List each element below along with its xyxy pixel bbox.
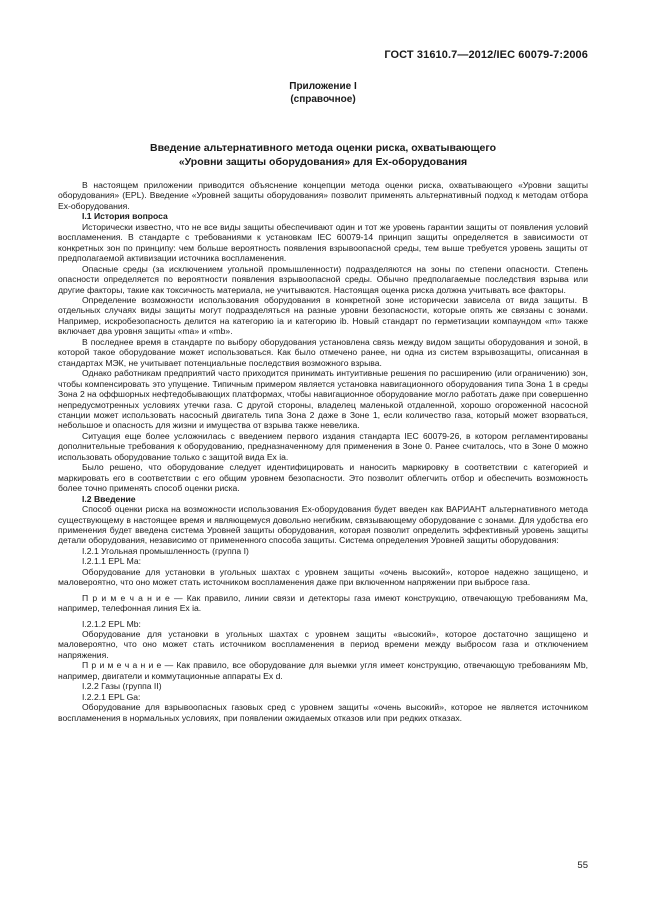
page-number: 55 — [577, 860, 588, 871]
paragraph: Опасные среды (за исключением угольной промышленности) подразделяются на зоны по степени опасности. Степень опасности определяется по вероятности появления взрывоопасной среды. Обычно предполагаемые последствия взрыва или другие факторы, такие как токсичность материала, не учитываются. Настоящая оценка риска должна учитывать все факторы. — [58, 263, 588, 295]
subsection-heading: I.2.2.1 EPL Ga: — [82, 691, 141, 702]
paragraph-intro: В настоящем приложении приводится объяснение концепции метода оценки риска, охватывающего «Уровни защиты оборудования» (EPL). Введение «Уровней защиты оборудования» позволит применять альтернативный подход к методам отбора Ех-оборудования. — [58, 180, 588, 211]
appendix-label: Приложение I — [289, 81, 357, 92]
subsection-heading: I.2.1 Угольная промышленность (группа I) — [82, 545, 249, 556]
paragraph: Определение возможности использования оборудования в конкретной зоне исторически зависела от вида защиты. В отдельных случаях виды защиты могут подразделяться на разные уровни безопасности, которые опять же связаны с зонами. Например, искробезопасность делится на категорию ia и категорию ib. Новый стандарт по герметизации компаундом «m» также включает два уровня защиты «ma» и «mb». — [58, 294, 588, 337]
note: П р и м е ч а н и е — Как правило, все оборудование для выемки угля имеет конструкцию, отвечающую требованиям Mb, например, двигатели и коммутационные аппараты Ex d. — [58, 660, 588, 681]
section-heading-history: I.1 История вопроса — [82, 211, 168, 222]
subsection-heading: I.2.2 Газы (группа II) — [82, 681, 162, 692]
paragraph: Ситуация еще более усложнилась с введением первого издания стандарта IEC 60079-26, в котором регламентированы дополнительные требования к оборудованию, предназначенному для применения в Зоне 0. Ранее считалось, что в Зоне 0 можно использовать оборудование только с защитой вида Ex ia. — [58, 430, 588, 462]
title-line-2: «Уровни защиты оборудования» для Ех-оборудования — [178, 156, 468, 168]
paragraph: В последнее время в стандарте по выбору оборудования установлена связь между видом защиты оборудования и зоной, в которой такое оборудование может использоваться. Как было отмечено ранее, ни одна из систем взрывозащиты, описанная в стандартах МЭК, не учитывает потенциальные последствия возможного взрыва. — [58, 336, 588, 368]
title-line-1: Введение альтернативного метода оценки риска, охватывающего — [149, 142, 496, 154]
body-text — [58, 180, 588, 723]
paragraph: Оборудование для установки в угольных шахтах с уровнем защиты «очень высокий», которое надежно защищено, и маловероятно, что оно может стать источником воспламенения даже при включенном напряжении при выбросе газа. — [58, 566, 588, 588]
subsection-heading: I.2.1.1 EPL Ма: — [82, 556, 142, 567]
document-title — [0, 141, 646, 169]
section-heading-introduction: I.2 Введение — [82, 493, 136, 504]
appendix-kind: (справочное) — [290, 94, 356, 105]
paragraph: Способ оценки риска на возможности использования Ех-оборудования будет введен как ВАРИАНТ альтернативного метода существующему в настоящее время и являющемуся довольно негибким, связывающему оборудование с зонами. Для удобства его применения будет введена система Уровней защиты оборудования, которая позволит определить эффективный уровень защиты детали оборудования, независимо от примененного способа защиты. Система определения Уровней защиты оборудования: — [58, 504, 588, 546]
paragraph: Оборудование для установки в угольных шахтах с уровнем защиты «высокий», которое достаточно защищено и маловероятно, что оно может стать источником воспламенения в период времени между выбросом газа и отключением напряжения. — [58, 629, 588, 660]
subsection-heading: I.2.1.2 EPL Mb: — [82, 618, 141, 629]
paragraph: Было решено, что оборудование следует идентифицировать и наносить маркировку в соответствии с категорией и маркировать его в соответствии с его общим уровнем безопасности. Это позволит облегчить отбор и обеспечить возможность более точно применять способ оценки риска. — [58, 462, 588, 494]
paragraph: Оборудование для взрывоопасных газовых сред с уровнем защиты «очень высокий», которое не является источником воспламенения в нормальных условиях, при появлении ожидаемых отказов или при редких отказах. — [58, 702, 588, 723]
appendix-heading — [0, 80, 646, 106]
standard-designation: ГОСТ 31610.7—2012/IEC 60079-7:2006 — [384, 49, 588, 61]
paragraph: Исторически известно, что не все виды защиты обеспечивают один и тот же уровень гарантии защиты от появления условий воспламенения. В стандарте с требованиями к установкам IEC 60079-14 принцип защиты определяется в зависимости от конкретных зон по принципу: чем больше вероятность появления взрывоопасной среды, тем выше требуется уровень защиты от предполагаемой активизации источника воспламенения. — [58, 221, 588, 264]
note: П р и м е ч а н и е — Как правило, линии связи и детекторы газа имеют конструкцию, отвечающую требованиям Ма, например, телефонная линия Ex ia. — [58, 592, 588, 614]
paragraph: Однако работникам предприятий часто приходится принимать интуитивные решения по расширению (или ограничению) зон, чтобы компенсировать это упущение. Типичным примером является установка навигационного оборудования типа Зона 1 в среды Зона 2 на оффшорных нефтедобывающих платформах, чтобы навигационное оборудование могло работать даже при совершенно непредусмотренных условиях утечки газа. С другой стороны, владелец маленькой отдаленной, хорошо огороженной насосной станции может использовать насосный двигатель типа Зона 2 даже в Зоне 1, если количество газа, который может взорваться, небольшое и опасность для жизни и имущества от взрыва также невелика. — [58, 368, 588, 431]
